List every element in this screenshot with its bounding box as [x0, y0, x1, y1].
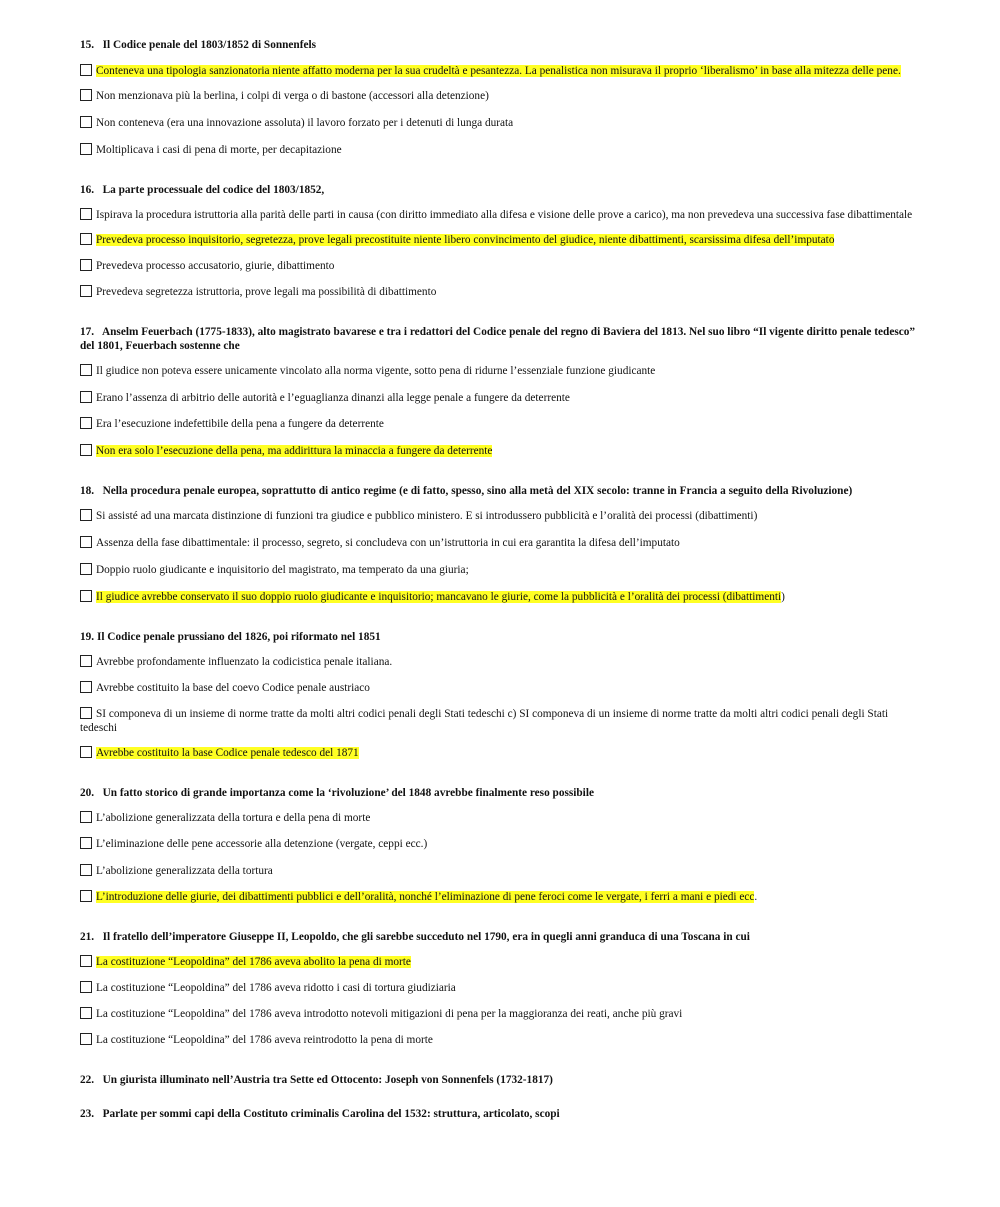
answer-checkbox[interactable]	[80, 285, 92, 297]
answer-checkbox[interactable]	[80, 116, 92, 128]
question-number: 21.	[80, 931, 95, 943]
option-text: La costituzione “Leopoldina” del 1786 aveva ridotto i casi di tortura giudiziaria	[96, 982, 456, 994]
option	[80, 285, 920, 299]
answer-checkbox[interactable]	[80, 509, 92, 521]
answer-checkbox[interactable]	[80, 864, 92, 876]
option	[80, 981, 920, 995]
option-text: Prevedeva processo accusatorio, giurie, dibattimento	[96, 260, 335, 272]
option-text: Avrebbe profondamente influenzato la codicistica penale italiana.	[96, 656, 393, 668]
option	[80, 116, 920, 130]
option-text: La costituzione “Leopoldina” del 1786 aveva reintrodotto la pena di morte	[96, 1034, 433, 1046]
answer-checkbox[interactable]	[80, 64, 92, 76]
question-number: 17.	[80, 326, 95, 338]
answer-checkbox[interactable]	[80, 681, 92, 693]
option-text: Doppio ruolo giudicante e inquisitorio del magistrato, ma temperato da una giuria;	[96, 564, 469, 576]
option	[80, 391, 920, 405]
option	[80, 64, 920, 78]
question-number: 15.	[80, 39, 95, 51]
option-text: Assenza della fase dibattimentale: il processo, segreto, si concludeva con un’istruttoria in cui era garantita la difesa dell’imputato	[96, 537, 680, 549]
question-title: La parte processuale del codice del 1803/1852,	[102, 184, 325, 196]
option	[80, 444, 920, 458]
answer-checkbox[interactable]	[80, 1033, 92, 1045]
option	[80, 655, 920, 669]
question-title: Un fatto storico di grande importanza come la ‘rivoluzione’ del 1848 avrebbe finalmente reso possibile	[102, 787, 594, 799]
question-number: 18.	[80, 485, 95, 497]
answer-checkbox[interactable]	[80, 837, 92, 849]
option-text: Non era solo l’esecuzione della pena, ma addirittura la minaccia a fungere da deterrente	[96, 445, 493, 457]
answer-checkbox[interactable]	[80, 391, 92, 403]
question-title: Il Codice penale prussiano del 1826, poi riformato nel 1851	[96, 631, 381, 643]
option	[80, 417, 920, 431]
option-text: Prevedeva segretezza istruttoria, prove legali ma possibilità di dibattimento	[96, 286, 437, 298]
question-18	[80, 484, 920, 498]
option-text: Non conteneva (era una innovazione assoluta) il lavoro forzato per i detenuti di lunga durata	[96, 117, 514, 129]
option-tail: )	[781, 591, 785, 603]
option	[80, 536, 920, 550]
answer-checkbox[interactable]	[80, 563, 92, 575]
option	[80, 364, 920, 378]
option-text: Si assisté ad una marcata distinzione di funzioni tra giudice e pubblico ministero. E si introdussero pubblicità e l’oralità dei processi (dibattimenti)	[96, 510, 758, 522]
option	[80, 259, 920, 273]
option	[80, 1033, 920, 1047]
option-text: Avrebbe costituito la base Codice penale tedesco del 1871	[96, 747, 359, 759]
option	[80, 233, 920, 247]
option-text: Prevedeva processo inquisitorio, segretezza, prove legali precostituite niente libero convincimento del giudice, niente dibattimenti, scarsissima difesa dell’imputato	[96, 234, 835, 246]
question-title: Parlate per sommi capi della Costituto criminalis Carolina del 1532: struttura, articolato, scopi	[102, 1108, 560, 1120]
answer-checkbox[interactable]	[80, 364, 92, 376]
question-20	[80, 786, 920, 800]
question-number: 16.	[80, 184, 95, 196]
option-text: L’introduzione delle giurie, dei dibattimenti pubblici e dell’oralità, nonché l’eliminazione di pene feroci come le vergate, i ferri a mani e piedi ecc	[96, 891, 755, 903]
question-23	[80, 1107, 920, 1121]
option-text: La costituzione “Leopoldina” del 1786 aveva abolito la pena di morte	[96, 956, 411, 968]
question-title: Nella procedura penale europea, soprattutto di antico regime (e di fatto, spesso, sino alla metà del XIX secolo: tranne in Francia a seguito della Rivoluzione)	[102, 485, 853, 497]
answer-checkbox[interactable]	[80, 89, 92, 101]
option-text: L’eliminazione delle pene accessorie alla detenzione (vergate, ceppi ecc.)	[96, 838, 428, 850]
answer-checkbox[interactable]	[80, 259, 92, 271]
question-title: Un giurista illuminato nell’Austria tra Sette ed Ottocento: Joseph von Sonnenfels (1732-1817)	[102, 1074, 553, 1086]
option	[80, 563, 920, 577]
question-number: 20.	[80, 787, 95, 799]
option	[80, 681, 920, 695]
option-text: Avrebbe costituito la base del coevo Codice penale austriaco	[96, 682, 370, 694]
option-text: Non menzionava più la berlina, i colpi di verga o di bastone (accessori alla detenzione)	[96, 90, 489, 102]
option	[80, 590, 920, 604]
answer-checkbox[interactable]	[80, 811, 92, 823]
option	[80, 143, 920, 157]
option-text: Il giudice non poteva essere unicamente vincolato alla norma vigente, sotto pena di ridurne l’essenziale funzione giudicante	[96, 365, 656, 377]
option-tail: .	[754, 891, 758, 903]
option	[80, 955, 920, 969]
option	[80, 864, 920, 878]
option	[80, 1007, 920, 1021]
question-22	[80, 1073, 920, 1087]
answer-checkbox[interactable]	[80, 890, 92, 902]
option-text: L’abolizione generalizzata della tortura	[96, 865, 273, 877]
answer-checkbox[interactable]	[80, 590, 92, 602]
question-number: 19.	[80, 631, 95, 643]
option-text: Era l’esecuzione indefettibile della pena a fungere da deterrente	[96, 418, 384, 430]
question-16	[80, 183, 920, 197]
answer-checkbox[interactable]	[80, 1007, 92, 1019]
answer-checkbox[interactable]	[80, 955, 92, 967]
option-text: Erano l’assenza di arbitrio delle autorità e l’eguaglianza dinanzi alla legge penale a fungere da deterrente	[96, 392, 570, 404]
answer-checkbox[interactable]	[80, 746, 92, 758]
question-17	[80, 325, 920, 353]
answer-checkbox[interactable]	[80, 208, 92, 220]
option-text: SI componeva di un insieme di norme tratte da molti altri codici penali degli Stati tedeschi c) SI componeva di un insieme di norme tratte da molti altri codici penali degli Stati tedeschi	[80, 708, 889, 734]
option	[80, 89, 920, 103]
question-title: Il fratello dell’imperatore Giuseppe II, Leopoldo, che gli sarebbe succeduto nel 1790, era in quegli anni granduca di una Toscana in cui	[102, 931, 750, 943]
question-21	[80, 930, 920, 944]
answer-checkbox[interactable]	[80, 707, 92, 719]
option	[80, 208, 920, 222]
option	[80, 707, 920, 735]
answer-checkbox[interactable]	[80, 444, 92, 456]
option-text: Moltiplicava i casi di pena di morte, per decapitazione	[96, 144, 342, 156]
option-text: Ispirava la procedura istruttoria alla parità delle parti in causa (con diritto immediato alla difesa e visione delle prove a carico), ma non prevedeva una successiva fase dibattimentale	[96, 209, 913, 221]
option-text: Conteneva una tipologia sanzionatoria niente affatto moderna per la sua crudeltà e pesantezza. La penalistica non misurava il proprio ‘liberalismo’ in base alla mitezza delle pene.	[96, 65, 901, 77]
question-number: 23.	[80, 1108, 95, 1120]
answer-checkbox[interactable]	[80, 655, 92, 667]
option	[80, 837, 920, 851]
question-number: 22.	[80, 1074, 95, 1086]
answer-checkbox[interactable]	[80, 233, 92, 245]
document-page	[80, 36, 920, 1121]
answer-checkbox[interactable]	[80, 417, 92, 429]
answer-checkbox[interactable]	[80, 981, 92, 993]
question-title: Il Codice penale del 1803/1852 di Sonnenfels	[102, 39, 317, 51]
option	[80, 509, 920, 523]
option-text: Il giudice avrebbe conservato il suo doppio ruolo giudicante e inquisitorio; mancavano le giurie, come la pubblicità e l’oralità dei processi (dibattimenti	[96, 591, 782, 603]
option	[80, 811, 920, 825]
option	[80, 890, 920, 904]
option-text: L’abolizione generalizzata della tortura e della pena di morte	[96, 812, 371, 824]
question-19	[80, 630, 920, 644]
question-15	[80, 38, 920, 52]
option-text: La costituzione “Leopoldina” del 1786 aveva introdotto notevoli mitigazioni di pena per la maggioranza dei reati, anche più gravi	[96, 1008, 683, 1020]
answer-checkbox[interactable]	[80, 143, 92, 155]
answer-checkbox[interactable]	[80, 536, 92, 548]
question-title: Anselm Feuerbach (1775-1833), alto magistrato bavarese e tra i redattori del Codice penale del regno di Baviera del 1813. Nel suo libro “Il vigente diritto penale tedesco” del 1801, Feuerbach sostenne che	[80, 326, 916, 352]
option	[80, 746, 920, 760]
